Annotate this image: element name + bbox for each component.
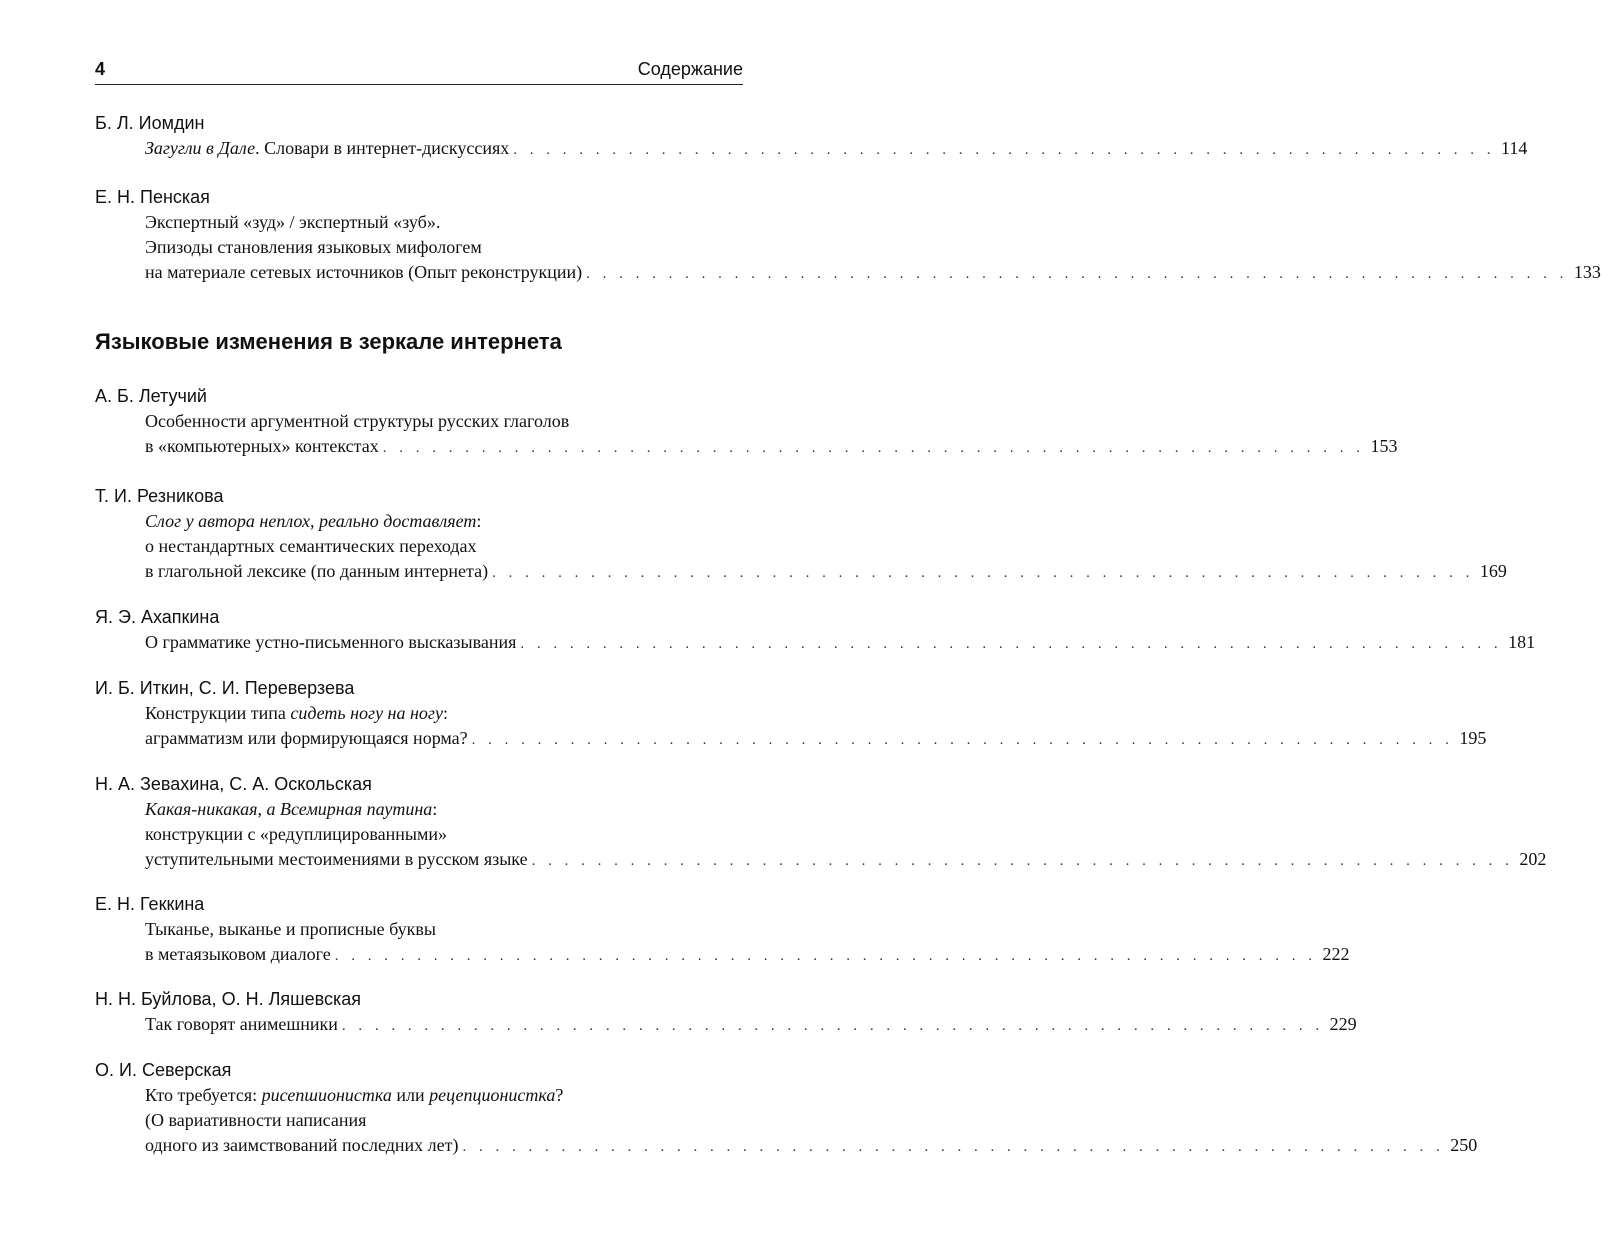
entry-title-text: Кто требуется: — [145, 1085, 262, 1105]
entry-page-number[interactable]: 195 — [1459, 728, 1487, 748]
section-title: Языковые изменения в зеркале интернета — [95, 329, 562, 354]
dot-leader: . . . . . . . . . . . . . . . . . . . . . . . . . . . . . . . . . . . . . . . . . . . . . . . . . . . . . . . . . . . . — [531, 853, 1514, 869]
entry-title-text: Экспертный «зуд» / экспертный «зуб». — [145, 212, 441, 232]
entry-title-text: О грамматике устно-письменного высказывания — [145, 632, 517, 652]
entry-title-text: Конструкции типа — [145, 703, 291, 723]
entry-author: Н. Н. Буйлова, О. Н. Ляшевская — [95, 989, 361, 1009]
running-title: Содержание — [637, 59, 743, 79]
entry-title-italic: Слог у автора неплох, реально доставляет — [145, 511, 477, 531]
entry-author: Б. Л. Иомдин — [95, 113, 205, 133]
entry-title-text: Эпизоды становления языковых мифологем — [145, 237, 482, 257]
entry-title-line — [145, 235, 743, 260]
entry-title-line — [145, 1083, 743, 1108]
entry-title-line — [145, 847, 1547, 872]
entry-title-line — [145, 701, 743, 726]
entry-title-text: о нестандартных семантических переходах — [145, 536, 477, 556]
dot-leader: . . . . . . . . . . . . . . . . . . . . . . . . . . . . . . . . . . . . . . . . . . . . . . . . . . . . . . . . . . . . — [341, 1018, 1324, 1034]
entry-title-text: : — [442, 703, 448, 723]
toc-entry[interactable] — [95, 891, 1350, 967]
entry-title-text: . Словари в интернет-дискуссиях — [255, 138, 510, 158]
entry-title-text: в «компьютерных» контекстах — [145, 436, 379, 456]
entry-title-line — [145, 630, 1536, 655]
entry-title-line — [145, 260, 1601, 285]
entry-title-line — [145, 822, 743, 847]
entry-title-line — [145, 509, 743, 534]
toc-entry[interactable] — [95, 184, 1601, 285]
entry-title-italic: рецепционистка — [429, 1085, 556, 1105]
page-header — [95, 58, 743, 85]
toc-entry[interactable] — [95, 383, 1398, 459]
entry-page-number[interactable]: 114 — [1501, 138, 1528, 158]
entry-page-number[interactable]: 250 — [1450, 1135, 1478, 1155]
entry-title-line — [145, 434, 1398, 459]
entry-author: Е. Н. Геккина — [95, 894, 205, 914]
toc-entry[interactable] — [95, 986, 1357, 1037]
toc-entry[interactable] — [95, 675, 1487, 751]
entry-title-line — [145, 210, 743, 235]
entry-title-line — [145, 1133, 1478, 1158]
entry-title-line — [145, 136, 1528, 161]
dot-leader: . . . . . . . . . . . . . . . . . . . . . . . . . . . . . . . . . . . . . . . . . . . . . . . . . . . . . . . . . . . . — [586, 266, 1568, 282]
entry-author: А. Б. Летучий — [95, 386, 207, 406]
entry-title-italic: рисепшионистка — [261, 1085, 392, 1105]
entry-title-text: : — [432, 799, 438, 819]
dot-leader: . . . . . . . . . . . . . . . . . . . . . . . . . . . . . . . . . . . . . . . . . . . . . . . . . . . . . . . . . . . . — [520, 636, 1503, 652]
entry-page-number[interactable]: 153 — [1370, 436, 1398, 456]
entry-page-number[interactable]: 169 — [1479, 561, 1507, 581]
entry-author: Т. И. Резникова — [95, 486, 224, 506]
entry-title-text: Тыканье, выканье и прописные буквы — [145, 919, 436, 939]
entry-title-text: ? — [555, 1085, 564, 1105]
toc-entry[interactable] — [95, 771, 1547, 872]
entry-title-text: в глагольной лексике (по данным интернета) — [145, 561, 489, 581]
entry-title-text: одного из заимствований последних лет) — [145, 1135, 459, 1155]
entry-author: Я. Э. Ахапкина — [95, 607, 220, 627]
toc-page — [95, 58, 1601, 1155]
entry-title-italic: Загугли в Дале — [145, 138, 256, 158]
entry-title-text: на материале сетевых источников (Опыт реконструкции) — [145, 262, 583, 282]
toc-entry[interactable] — [95, 110, 1528, 161]
dot-leader: . . . . . . . . . . . . . . . . . . . . . . . . . . . . . . . . . . . . . . . . . . . . . . . . . . . . . . . . . . . . — [334, 948, 1317, 964]
entry-title-italic: Какая-никакая, а Всемирная паутина — [145, 799, 433, 819]
entry-author: Е. Н. Пенская — [95, 187, 210, 207]
dot-leader: . . . . . . . . . . . . . . . . . . . . . . . . . . . . . . . . . . . . . . . . . . . . . . . . . . . . . . . . . . . . — [513, 142, 1495, 158]
dot-leader: . . . . . . . . . . . . . . . . . . . . . . . . . . . . . . . . . . . . . . . . . . . . . . . . . . . . . . . . . . . . — [492, 565, 1474, 581]
entry-page-number[interactable]: 222 — [1322, 944, 1350, 964]
entry-title-text: уступительными местоимениями в русском языке — [145, 849, 528, 869]
entry-title-line — [145, 409, 743, 434]
entry-title-text: конструкции с «редуплицированными» — [145, 824, 447, 844]
toc-entry[interactable] — [95, 1057, 1478, 1158]
entry-title-text: или — [391, 1085, 430, 1105]
entry-author: Н. А. Зевахина, С. А. Оскольская — [95, 774, 372, 794]
entry-title-line — [145, 1012, 1357, 1037]
entry-page-number[interactable]: 133 — [1573, 262, 1601, 282]
entry-title-line — [145, 942, 1350, 967]
entry-title-line — [145, 1108, 743, 1133]
entry-title-line — [145, 917, 743, 942]
toc-entry[interactable] — [95, 604, 1536, 655]
entry-title-line — [145, 559, 1507, 584]
entry-author: И. Б. Иткин, С. И. Переверзева — [95, 678, 355, 698]
entry-title-italic: сидеть ногу на ногу — [290, 703, 443, 723]
entry-title-line — [145, 726, 1487, 751]
entry-title-text: аграмматизм или формирующаяся норма? — [145, 728, 468, 748]
page-number: 4 — [95, 59, 106, 79]
entry-title-text: Особенности аргументной структуры русских глаголов — [145, 411, 570, 431]
toc-entry[interactable] — [95, 483, 1507, 584]
entry-title-text: (О вариативности написания — [145, 1110, 367, 1130]
entry-title-line — [145, 534, 743, 559]
dot-leader: . . . . . . . . . . . . . . . . . . . . . . . . . . . . . . . . . . . . . . . . . . . . . . . . . . . . . . . . . . . . — [462, 1139, 1445, 1155]
entry-author: О. И. Северская — [95, 1060, 232, 1080]
entry-page-number[interactable]: 202 — [1519, 849, 1547, 869]
entry-page-number[interactable]: 181 — [1508, 632, 1536, 652]
entry-title-text: в метаязыковом диалоге — [145, 944, 331, 964]
entry-title-text: Так говорят анимешники — [145, 1014, 338, 1034]
entry-title-line — [145, 797, 743, 822]
dot-leader: . . . . . . . . . . . . . . . . . . . . . . . . . . . . . . . . . . . . . . . . . . . . . . . . . . . . . . . . . . . . — [382, 440, 1365, 456]
entry-page-number[interactable]: 229 — [1329, 1014, 1357, 1034]
dot-leader: . . . . . . . . . . . . . . . . . . . . . . . . . . . . . . . . . . . . . . . . . . . . . . . . . . . . . . . . . . . . — [471, 732, 1454, 748]
entry-title-text: : — [476, 511, 482, 531]
